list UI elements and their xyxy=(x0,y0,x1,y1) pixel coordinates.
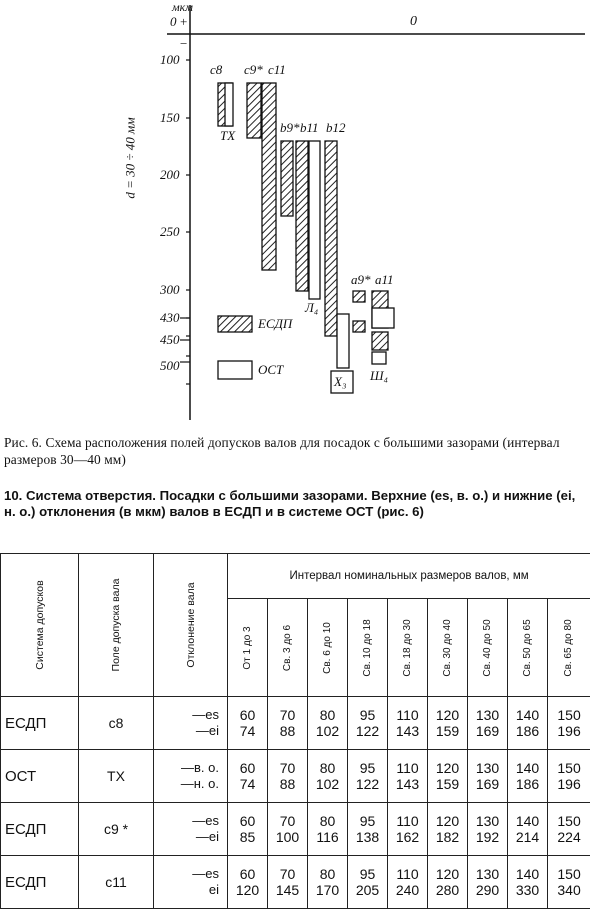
value-cell: 80 102 xyxy=(308,750,348,803)
row-deviation: —es —ei xyxy=(154,697,228,750)
axis-unit: мкм xyxy=(172,0,193,15)
value-cell: 80 102 xyxy=(308,697,348,750)
zero-line-label: 0 xyxy=(410,14,417,30)
row-system: ЕСДП xyxy=(1,803,79,856)
range-header-6: Св. 40 до 50 xyxy=(468,599,508,697)
bar-c11 xyxy=(262,83,276,270)
value-cell: 60 74 xyxy=(228,697,268,750)
value-cell: 60 120 xyxy=(228,856,268,909)
range-header-8: Св. 65 до 80 xyxy=(548,599,590,697)
col-system-header: Система допусков xyxy=(1,554,79,697)
value-cell: 140 186 xyxy=(508,697,548,750)
value-cell: 150 340 xyxy=(548,856,590,909)
label-c8: c8 xyxy=(210,62,222,78)
tick-300: 300 xyxy=(160,282,180,298)
table-row xyxy=(1,750,590,803)
label-c9: c9* xyxy=(244,62,263,78)
bar-sh4-b xyxy=(372,352,386,364)
tick-250: 250 xyxy=(160,224,180,240)
bar-b12 xyxy=(325,141,337,336)
bar-sh4-a xyxy=(372,308,394,328)
row-system: ЕСДП xyxy=(1,856,79,909)
value-cell: 120 159 xyxy=(428,697,468,750)
row-system: ЕСДП xyxy=(1,697,79,750)
value-cell: 140 214 xyxy=(508,803,548,856)
row-field: c8 xyxy=(79,697,154,750)
range-header-0: От 1 до 3 xyxy=(228,599,268,697)
value-cell: 130 169 xyxy=(468,697,508,750)
label-b12: b12 xyxy=(326,120,346,136)
col-deviation-header: Отклонение вала xyxy=(154,554,228,697)
deviation-table xyxy=(0,553,590,909)
row-field: c11 xyxy=(79,856,154,909)
range-header-5: Св. 30 до 40 xyxy=(428,599,468,697)
legend-ost-label: ОСТ xyxy=(258,362,283,378)
range-group-header: Интервал номинальных размеров валов, мм xyxy=(228,554,590,599)
label-sh4: Ш₄ xyxy=(370,368,388,384)
legend-ost-swatch xyxy=(218,361,252,379)
value-cell: 140 330 xyxy=(508,856,548,909)
row-deviation: —в. о. —н. о. xyxy=(154,750,228,803)
label-a11: a11 xyxy=(375,272,394,288)
row-system: ОСТ xyxy=(1,750,79,803)
tolerance-field-diagram xyxy=(0,0,590,420)
bar-a11b xyxy=(372,332,388,350)
legend-esdp-swatch xyxy=(218,316,252,332)
label-b9: b9* xyxy=(280,120,300,136)
tick-430: 430 xyxy=(160,310,180,326)
value-cell: 130 192 xyxy=(468,803,508,856)
value-cell: 120 159 xyxy=(428,750,468,803)
row-deviation: —es ei xyxy=(154,856,228,909)
value-cell: 95 122 xyxy=(348,697,388,750)
zero-label: 0 xyxy=(170,14,177,30)
legend-esdp-label: ЕСДП xyxy=(258,316,292,332)
value-cell: 140 186 xyxy=(508,750,548,803)
value-cell: 130 169 xyxy=(468,750,508,803)
figure-caption: Рис. 6. Схема расположения полей допусков валов для посадок с большими зазорами (интервал размеров 30—40 мм) xyxy=(4,434,586,468)
range-header-7: Св. 50 до 65 xyxy=(508,599,548,697)
axis-title: d = 30 ÷ 40 мм xyxy=(123,117,139,198)
value-cell: 70 88 xyxy=(268,697,308,750)
table-row xyxy=(1,856,590,909)
value-cell: 110 143 xyxy=(388,750,428,803)
value-cell: 150 224 xyxy=(548,803,590,856)
table-row xyxy=(1,803,590,856)
row-field: ТХ xyxy=(79,750,154,803)
value-cell: 70 100 xyxy=(268,803,308,856)
range-header-3: Св. 10 до 18 xyxy=(348,599,388,697)
table-row xyxy=(1,697,590,750)
tick-450: 450 xyxy=(160,332,180,348)
tick-500: 500 xyxy=(160,358,180,374)
value-cell: 95 138 xyxy=(348,803,388,856)
bar-a9b xyxy=(353,321,365,332)
tick-200: 200 xyxy=(160,167,180,183)
range-header-1: Св. 3 до 6 xyxy=(268,599,308,697)
label-l4: Л₄ xyxy=(305,300,318,316)
col-field-header: Поле допуска вала xyxy=(79,554,154,697)
value-cell: 60 74 xyxy=(228,750,268,803)
label-a9: a9* xyxy=(351,272,371,288)
value-cell: 150 196 xyxy=(548,697,590,750)
row-field: c9 * xyxy=(79,803,154,856)
range-header-4: Св. 18 до 30 xyxy=(388,599,428,697)
minus-sign: − xyxy=(180,36,187,52)
row-deviation: —es —ei xyxy=(154,803,228,856)
value-cell: 70 145 xyxy=(268,856,308,909)
plus-sign: + xyxy=(180,14,187,30)
value-cell: 70 88 xyxy=(268,750,308,803)
value-cell: 95 205 xyxy=(348,856,388,909)
bar-x3 xyxy=(337,314,349,368)
bar-b9 xyxy=(281,141,293,216)
label-b11: b11 xyxy=(300,120,319,136)
range-header-2: Св. 6 до 10 xyxy=(308,599,348,697)
bar-c9 xyxy=(247,83,261,138)
value-cell: 95 122 xyxy=(348,750,388,803)
table-title: 10. Система отверстия. Посадки с большими зазорами. Верхние (es, в. о.) и нижние (ei, н. о.) отклонения (в мкм) валов в ЕСДП и в системе ОСТ (рис. 6) xyxy=(4,488,586,520)
value-cell: 130 290 xyxy=(468,856,508,909)
bar-tx xyxy=(225,83,233,126)
value-cell: 150 196 xyxy=(548,750,590,803)
value-cell: 120 182 xyxy=(428,803,468,856)
value-cell: 110 240 xyxy=(388,856,428,909)
value-cell: 80 170 xyxy=(308,856,348,909)
bar-a9 xyxy=(353,291,365,302)
tick-100: 100 xyxy=(160,52,180,68)
label-tx: ТХ xyxy=(220,128,235,144)
value-cell: 80 116 xyxy=(308,803,348,856)
bar-b11 xyxy=(296,141,308,291)
tick-150: 150 xyxy=(160,110,180,126)
value-cell: 60 85 xyxy=(228,803,268,856)
label-c11: c11 xyxy=(268,62,286,78)
value-cell: 120 280 xyxy=(428,856,468,909)
value-cell: 110 143 xyxy=(388,697,428,750)
value-cell: 110 162 xyxy=(388,803,428,856)
bar-l4 xyxy=(309,141,320,299)
label-x3: Х₃ xyxy=(334,374,346,390)
